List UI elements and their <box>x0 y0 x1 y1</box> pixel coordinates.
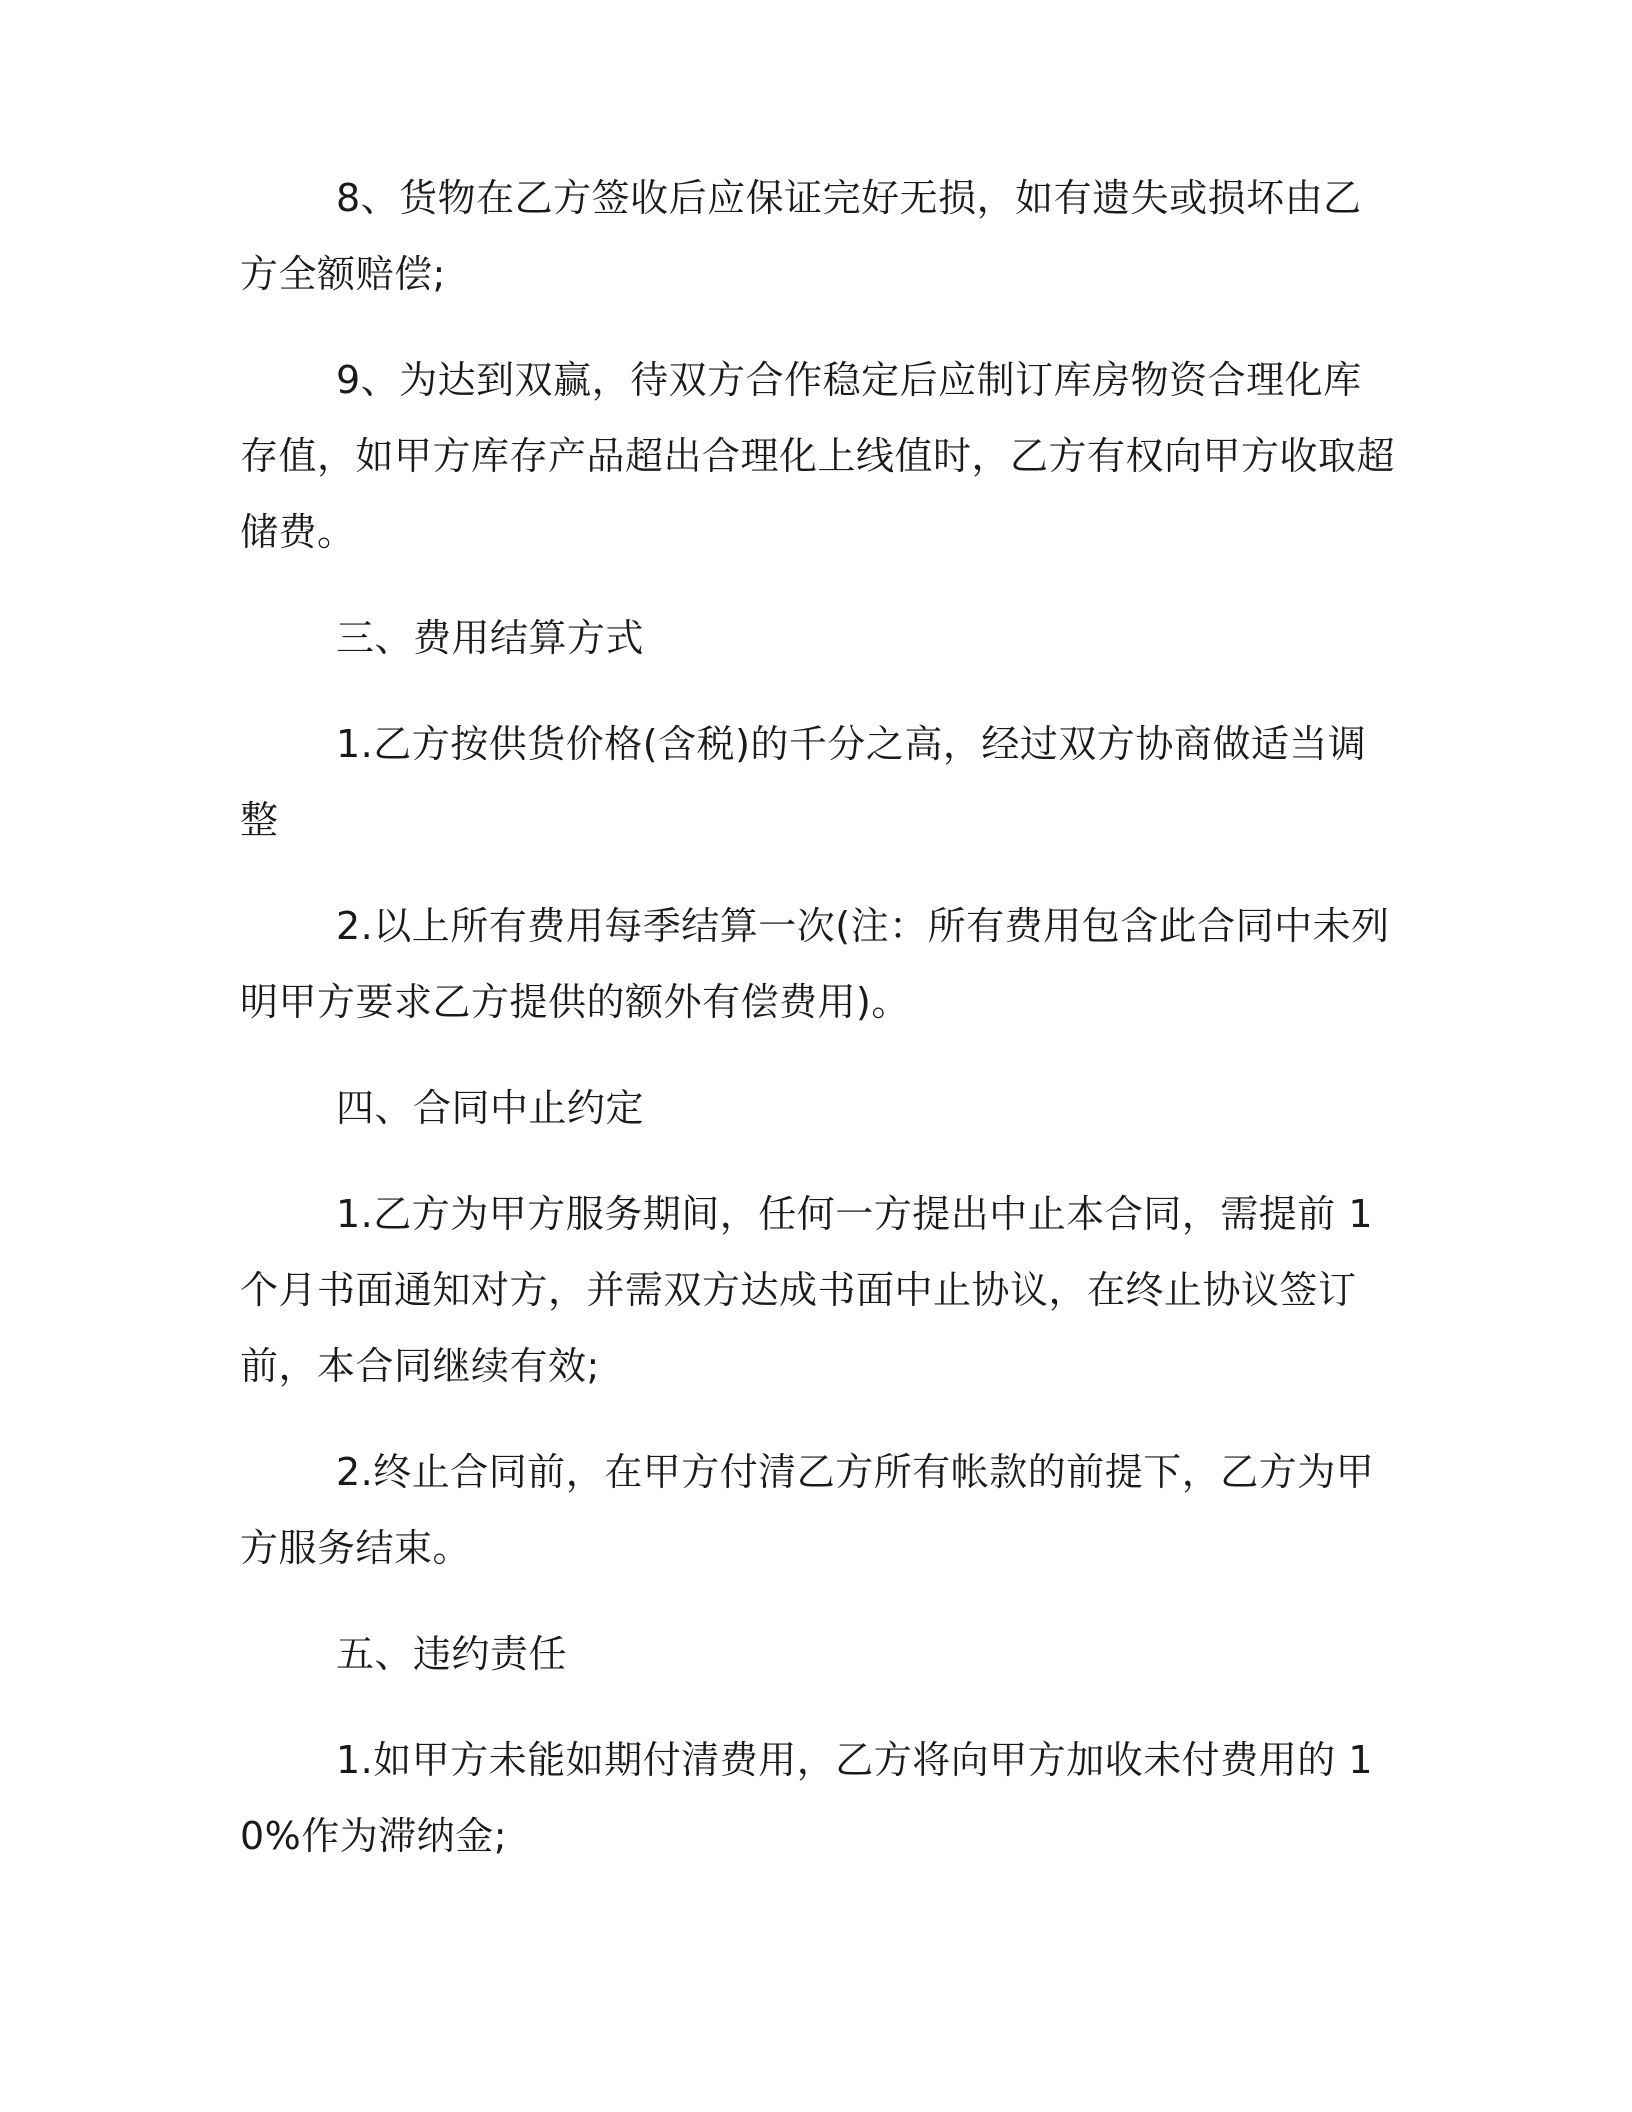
section-3-item-1-paragraph: 1.乙方按供货价格(含税)的千分之高，经过双方协商做适当调整 <box>240 722 1367 842</box>
section-3-item-2-paragraph: 2.以上所有费用每季结算一次(注：所有费用包含此合同中未列明甲方要求乙方提供的额外有偿费用)。 <box>240 904 1390 1024</box>
section-3-heading: 三、费用结算方式 <box>336 616 645 660</box>
section-5-item-1-paragraph: 1.如甲方未能如期付清费用，乙方将向甲方加收未付费用的 10%作为滞纳金; <box>240 1738 1374 1858</box>
clause-8-paragraph: 8、货物在乙方签收后应保证完好无损，如有遗失或损坏由乙方全额赔偿; <box>240 176 1362 296</box>
section-4-heading: 四、合同中止约定 <box>336 1086 645 1130</box>
section-4-item-2-paragraph: 2.终止合同前，在甲方付清乙方所有帐款的前提下，乙方为甲方服务结束。 <box>240 1450 1375 1570</box>
clause-9-paragraph: 9、为达到双赢，待双方合作稳定后应制订库房物资合理化库存值，如甲方库存产品超出合理化上线值时，乙方有权向甲方收取超储费。 <box>240 358 1396 554</box>
section-5-heading: 五、违约责任 <box>336 1632 568 1676</box>
section-4-item-1-paragraph: 1.乙方为甲方服务期间，任何一方提出中止本合同，需提前 1 个月书面通知对方，并需双方达成书面中止协议，在终止协议签订前，本合同继续有效; <box>240 1192 1374 1388</box>
document-page <box>240 160 1400 1904</box>
